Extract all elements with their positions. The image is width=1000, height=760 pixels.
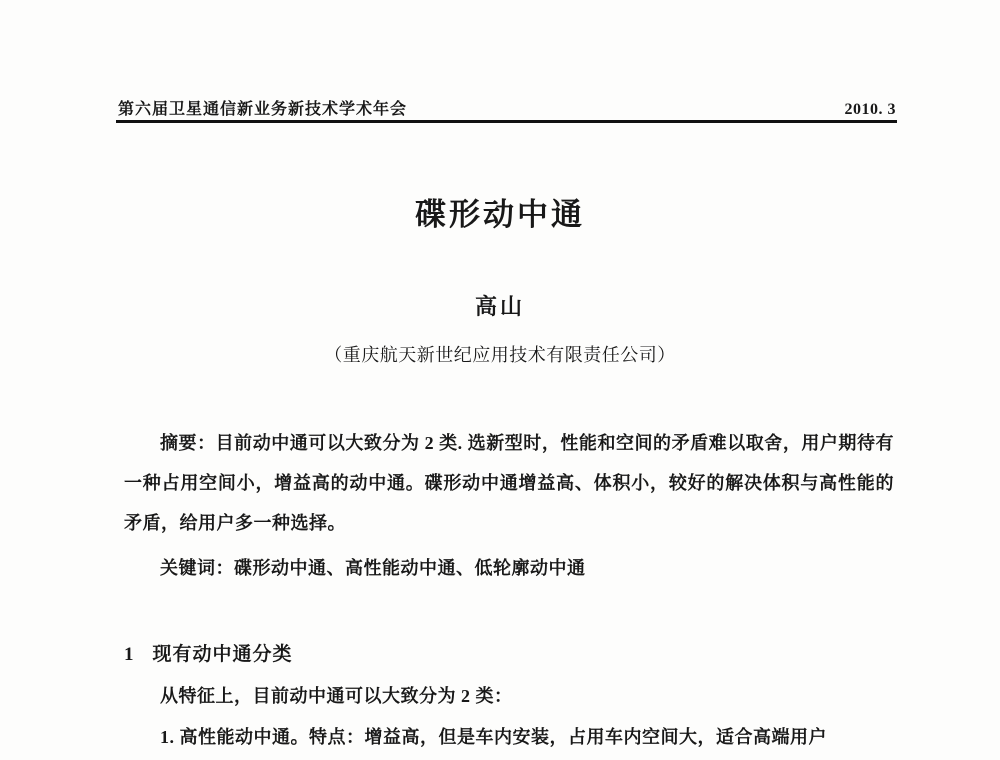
header-issue-date: 2010. 3	[844, 101, 896, 118]
body-paragraph-1: 从特征上，目前动中通可以大致分为 2 类：	[160, 686, 513, 706]
body-paragraph-2: 1. 高性能动中通。特点：增益高，但是车内安装，占用车内空间大，适合高端用户	[160, 727, 827, 747]
section-title: 现有动中通分类	[152, 644, 293, 665]
keywords-line	[124, 548, 894, 588]
abstract-label: 摘要：	[160, 433, 216, 453]
abstract-text: 目前动中通可以大致分为 2 类. 选新型时，性能和空间的矛盾难以取舍，用户期待有一种占用空间小，增益高的动中通。碟形动中通增益高、体积小，较好的解决体积与高性能的矛盾，给用户多一种选择。	[124, 433, 895, 533]
running-header	[118, 96, 896, 119]
keywords-label: 关键词：	[160, 558, 234, 578]
section-number: 1	[124, 644, 135, 665]
author-affiliation: （重庆航天新世纪应用技术有限责任公司）	[324, 345, 676, 365]
author-name: 高山	[474, 294, 525, 319]
abstract-paragraph	[124, 423, 894, 543]
keywords-text: 碟形动中通、高性能动中通、低轮廓动中通	[234, 558, 586, 578]
paper-title: 碟形动中通	[415, 197, 585, 232]
header-rule	[116, 120, 897, 123]
section-heading	[124, 639, 894, 666]
header-conference-title: 第六届卫星通信新业务新技术学术年会	[118, 101, 408, 118]
